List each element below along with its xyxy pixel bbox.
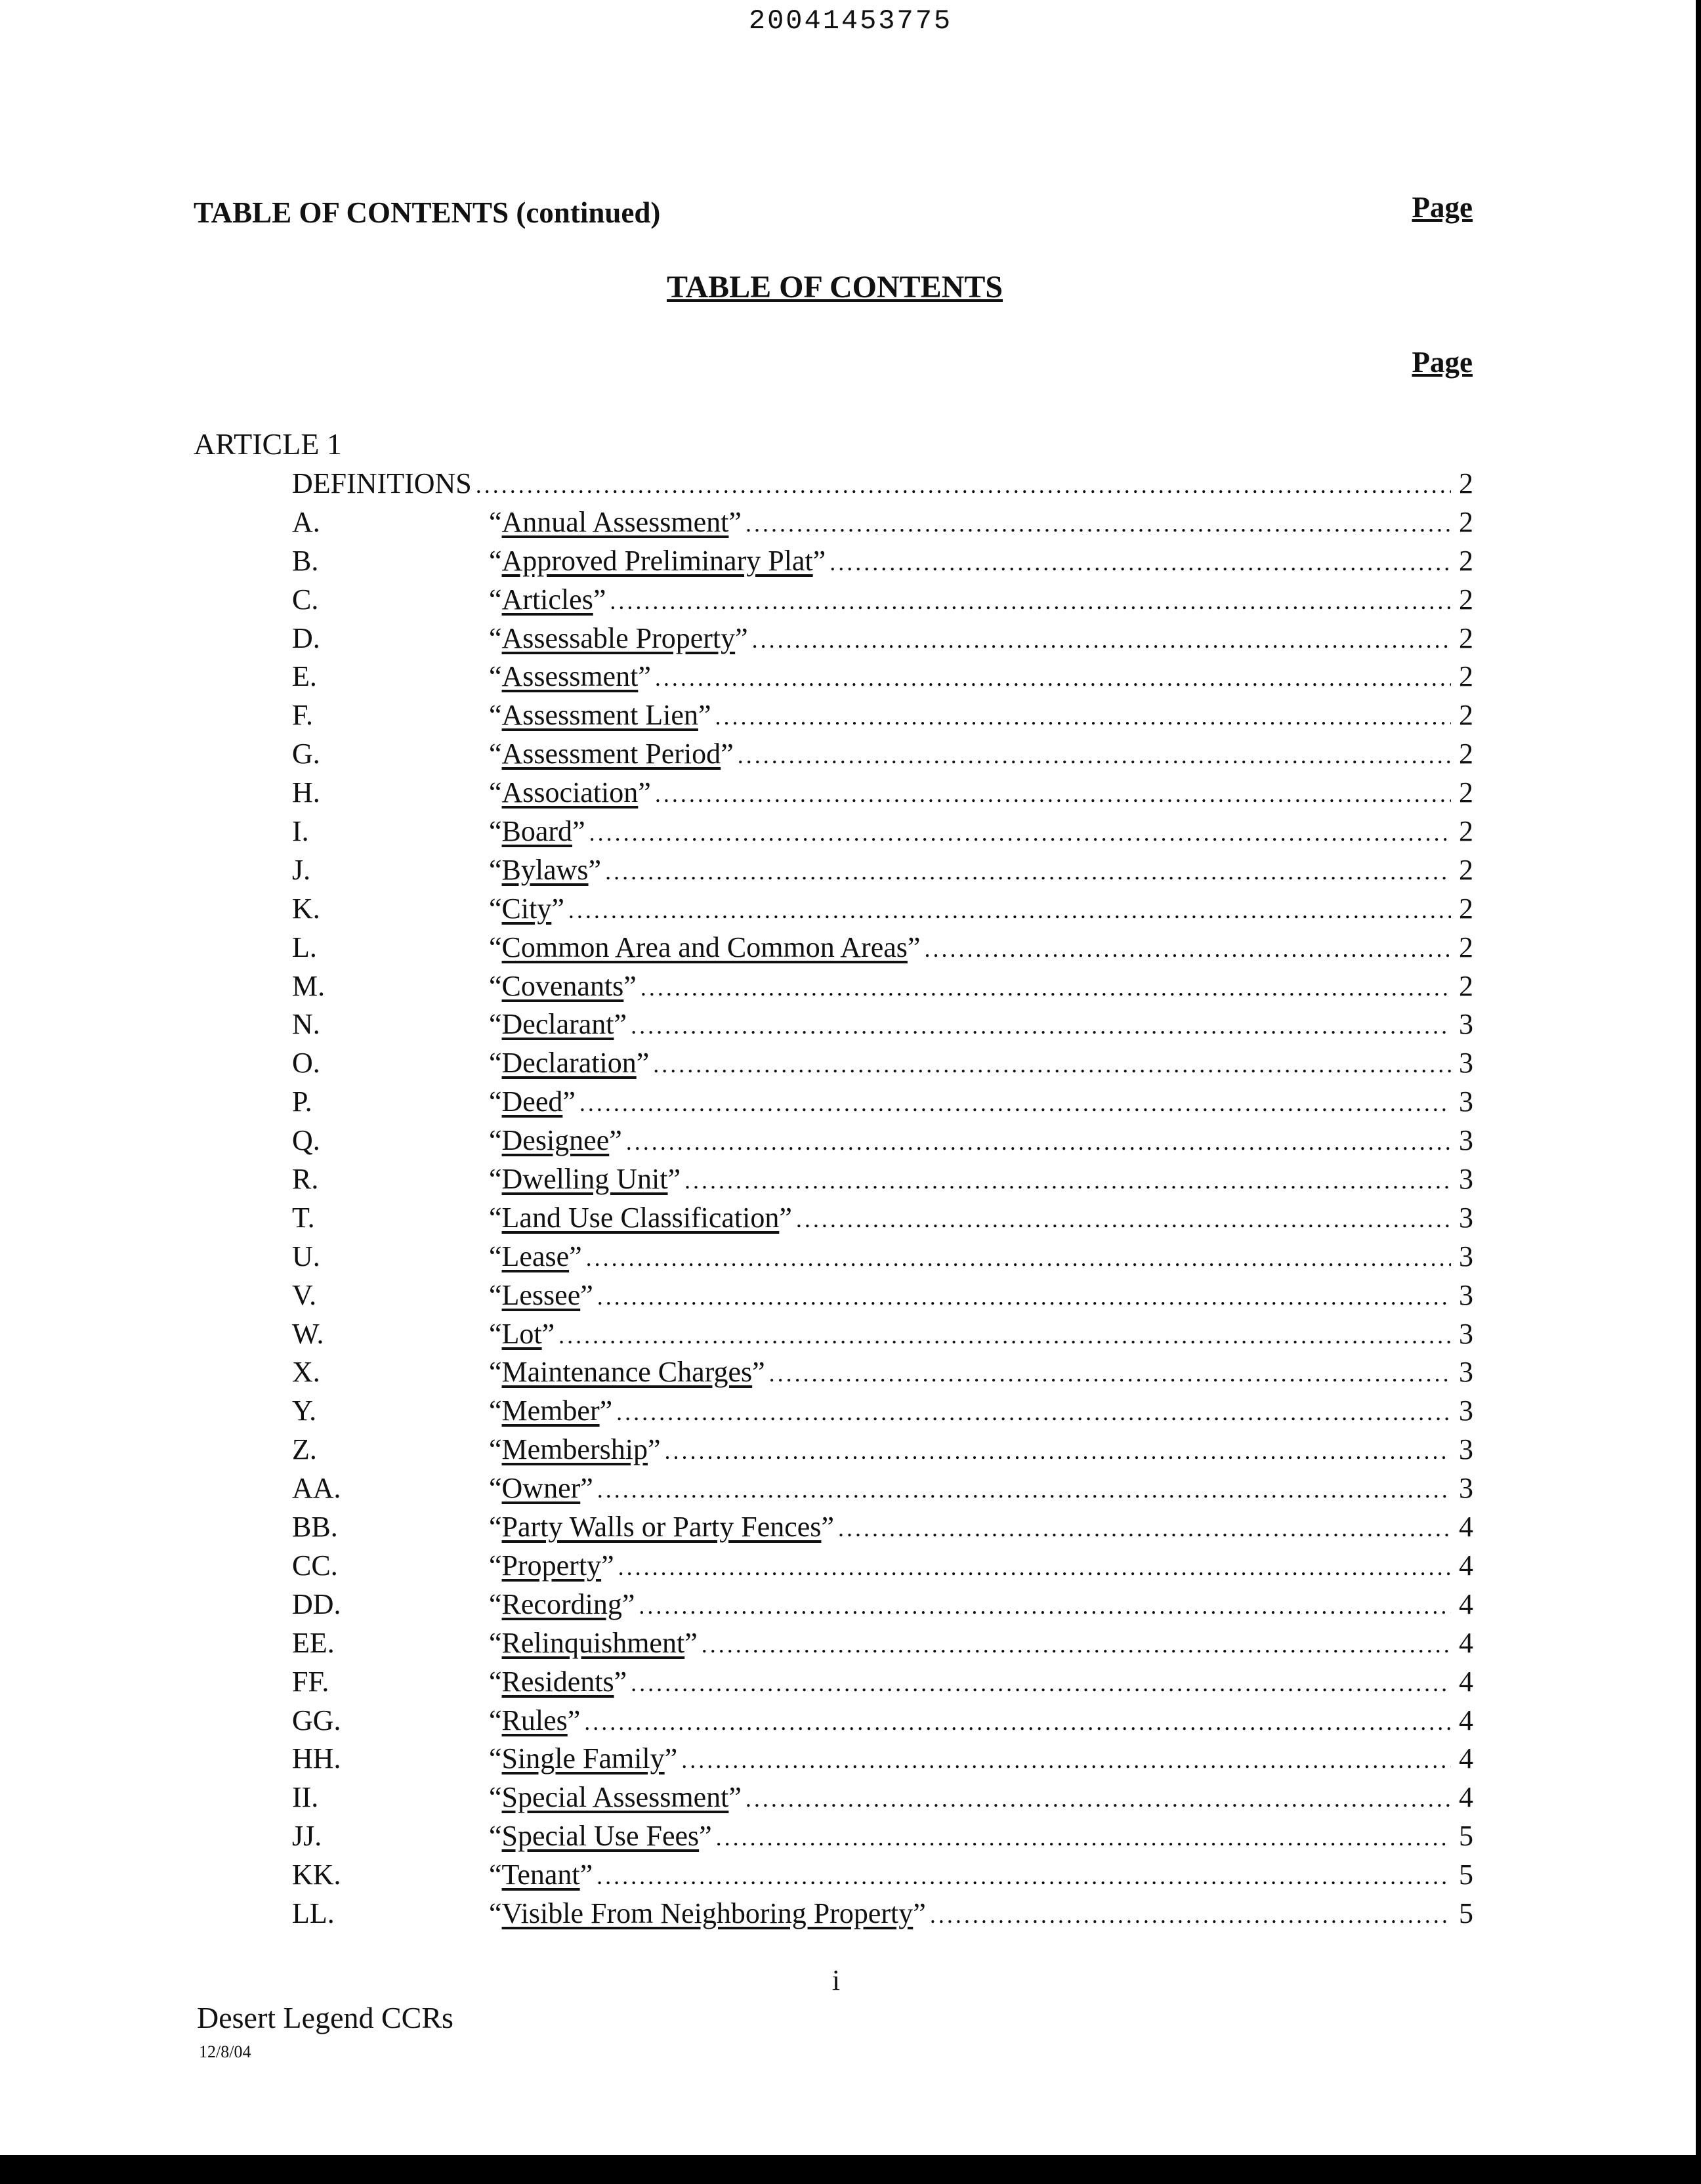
toc-entry-letter: Q. [292,1124,320,1157]
toc-entry-term: “Deed” [489,1085,576,1118]
toc-entry-term-text: Lease [501,1240,570,1272]
toc-entry-row [194,1005,1473,1044]
toc-entry-row [194,1778,1473,1817]
dot-leader [655,659,1451,698]
dot-leader [796,1200,1451,1239]
toc-entry-term: “Approved Preliminary Plat” [489,544,826,577]
toc-entry-term-text: Party Walls or Party Fences [501,1511,822,1544]
dot-leader [597,1278,1451,1316]
toc-entry-term-text: Residents [501,1665,614,1698]
dot-leader [610,582,1451,621]
toc-entry-row [194,1817,1473,1856]
dot-leader [558,1316,1451,1355]
toc-entry-term-text: Bylaws [501,853,589,886]
toc-entry-term-text: Visible From Neighboring Property [501,1897,914,1929]
dot-leader [738,736,1451,775]
dot-leader [715,698,1451,736]
toc-list [194,465,1473,1933]
toc-entry-term-text: Declarant [501,1008,614,1041]
toc-entry-term: “Dwelling Unit” [489,1163,681,1196]
scan-edge-bottom [0,2155,1701,2184]
toc-entry-term: “Assessable Property” [489,621,748,654]
footer-title: Desert Legend CCRs [197,2001,453,2034]
toc-entry-letter: II. [292,1781,319,1814]
toc-entry-term: “Special Use Fees” [489,1820,712,1853]
toc-entry-page: 3 [1459,1085,1473,1118]
toc-entry-row [194,774,1473,812]
toc-entry-term: “Member” [489,1395,613,1427]
toc-entry-row [194,1122,1473,1160]
toc-entry-term: “Declaration” [489,1047,650,1080]
dot-leader [640,969,1451,1007]
toc-entry-term-text: Dwelling Unit [501,1163,668,1196]
toc-entries [194,503,1473,1933]
toc-entry-term-text: Assessment Lien [501,699,698,732]
dot-leader [838,1509,1451,1548]
toc-entry-letter: LL. [292,1897,335,1929]
dot-leader [830,543,1451,582]
toc-entry-row [194,1508,1473,1547]
toc-entry-letter: N. [292,1008,320,1041]
toc-entry-page: 3 [1459,1201,1473,1234]
document-number: 20041453775 [748,5,953,37]
toc-entry-page: 3 [1459,1008,1473,1041]
toc-entry-term-text: Association [501,776,639,809]
toc-entry-row [194,1624,1473,1663]
toc-entry-letter: D. [292,621,320,654]
toc-entry-page: 4 [1459,1742,1473,1775]
toc-entry-letter: U. [292,1240,320,1272]
toc-entry-page: 2 [1459,931,1473,963]
toc-entry-letter: EE. [292,1626,335,1659]
definitions-page: 2 [1459,467,1473,499]
toc-entry-letter: F. [292,699,313,732]
toc-entry-row [194,929,1473,967]
toc-entry-term-text: City [501,892,552,925]
toc-entry-page: 3 [1459,1433,1473,1466]
dot-leader [639,1587,1451,1626]
toc-entry-row [194,542,1473,581]
toc-entry-page: 4 [1459,1704,1473,1736]
footer-date: 12/8/04 [199,2042,251,2061]
toc-entry-term: “Party Walls or Party Fences” [489,1511,834,1544]
toc-entry-term-text: Maintenance Charges [501,1356,753,1389]
toc-entry-row [194,1740,1473,1778]
dot-leader [597,1471,1451,1509]
toc-entry-term: “Board” [489,815,585,848]
toc-entry-term-text: Declaration [501,1047,637,1080]
toc-entry-letter: L. [292,931,317,963]
dot-leader [589,814,1451,852]
dot-leader [597,1857,1451,1896]
toc-entry-term-text: Designee [501,1124,610,1157]
toc-entry-term: “Property” [489,1549,614,1582]
toc-entry-row [194,1469,1473,1508]
toc-entry-page: 4 [1459,1511,1473,1544]
toc-entry-row [194,1856,1473,1895]
toc-entry-term-text: Articles [501,583,593,616]
toc-entry-term: “Special Assessment” [489,1781,742,1814]
toc-entry-term-text: Special Assessment [501,1781,729,1814]
toc-title: TABLE OF CONTENTS [666,270,1003,304]
toc-entry-row [194,1895,1473,1933]
toc-entry-letter: T. [292,1201,315,1234]
toc-entry-letter: G. [292,738,320,770]
toc-entry-term: “Assessment Lien” [489,699,711,732]
definitions-label: DEFINITIONS [292,467,472,499]
toc-entry-term-text: Approved Preliminary Plat [501,544,813,577]
dot-leader [476,466,1451,505]
toc-entry-term: “Relinquishment” [489,1626,698,1659]
toc-entry-term-text: Board [501,815,573,848]
toc-entry-row [194,851,1473,890]
toc-entry-row [194,1199,1473,1238]
toc-continued-heading: TABLE OF CONTENTS (continued) [194,196,661,229]
toc-entry-letter: BB. [292,1511,338,1544]
toc-entry-page: 3 [1459,1124,1473,1157]
toc-entry-term: “Assessment Period” [489,738,734,770]
toc-entry-term: “Membership” [489,1433,661,1466]
dot-leader [626,1123,1451,1162]
dot-leader [605,852,1451,891]
toc-entry-term-text: Special Use Fees [501,1820,700,1853]
dot-leader [752,621,1451,660]
toc-entry-term-text: Member [501,1395,600,1427]
toc-entry-row [194,696,1473,735]
toc-entry-letter: M. [292,969,326,1002]
dot-leader [746,1780,1451,1818]
toc-entry-letter: X. [292,1356,320,1389]
toc-entry-letter: W. [292,1317,324,1350]
page-column-label-top: Page [1412,191,1473,224]
toc-entry-row [194,503,1473,542]
toc-entry-letter: HH. [292,1742,341,1775]
toc-entry-row [194,1044,1473,1083]
toc-entry-term: “Designee” [489,1124,622,1157]
toc-entry-row [194,890,1473,929]
toc-entry-term: “Single Family” [489,1742,678,1775]
toc-entry-term: “Lease” [489,1240,582,1272]
toc-entry-row [194,735,1473,774]
dot-leader [618,1548,1451,1587]
dot-leader [681,1741,1451,1780]
toc-entry-term: “Association” [489,776,651,809]
toc-entry-page: 4 [1459,1781,1473,1814]
toc-entry-term: “Maintenance Charges” [489,1356,765,1389]
toc-entry-letter: C. [292,583,319,616]
toc-entry-page: 2 [1459,776,1473,809]
toc-entry-term: “Lot” [489,1317,555,1350]
toc-entry-page: 3 [1459,1395,1473,1427]
dot-leader [924,930,1451,969]
toc-entry-page: 3 [1459,1163,1473,1196]
toc-entry-row [194,658,1473,696]
toc-entry-page: 2 [1459,892,1473,925]
toc-entry-letter: AA. [292,1472,341,1505]
toc-entry-page: 4 [1459,1587,1473,1620]
toc-entry-page: 2 [1459,505,1473,538]
dot-leader [568,891,1451,930]
toc-entry-letter: H. [292,776,320,809]
toc-entry-page: 4 [1459,1549,1473,1582]
toc-entry-page: 5 [1459,1897,1473,1929]
toc-entry-letter: Z. [292,1433,317,1466]
toc-entry-row [194,1392,1473,1431]
dot-leader [586,1239,1451,1278]
toc-entry-page: 5 [1459,1858,1473,1891]
toc-entry-term-text: Assessable Property [501,621,736,654]
page-column-label: Page [1412,346,1473,379]
toc-entry-row [194,1238,1473,1276]
toc-entry-page: 2 [1459,853,1473,886]
toc-entry-letter: A. [292,505,320,538]
toc-entry-term: “City” [489,892,564,925]
toc-entry-letter: CC. [292,1549,338,1582]
toc-entry-letter: P. [292,1085,312,1118]
toc-entry-term-text: Owner [501,1472,581,1505]
toc-entry-letter: J. [292,853,311,886]
toc-entry-page: 2 [1459,660,1473,693]
scan-edge-right [1696,0,1701,2184]
toc-entry-term: “Land Use Classification” [489,1201,792,1234]
toc-entry-term-text: Deed [501,1085,563,1118]
toc-entry-row [194,1547,1473,1586]
toc-definitions-row [194,465,1473,503]
toc-entry-row [194,1315,1473,1354]
toc-entry-page: 4 [1459,1626,1473,1659]
toc-entry-term-text: Assessment Period [501,738,721,770]
toc-entry-term-text: Land Use Classification [501,1201,780,1234]
toc-entry-letter: JJ. [292,1820,322,1853]
page-number: i [831,1964,841,1996]
toc-entry-row [194,581,1473,620]
toc-entry-term: “Owner” [489,1472,593,1505]
toc-entry-letter: Y. [292,1395,317,1427]
toc-entry-letter: R. [292,1163,319,1196]
toc-entry-row [194,1431,1473,1469]
toc-entry-letter: KK. [292,1858,341,1891]
dot-leader [616,1393,1451,1432]
toc-entry-row [194,967,1473,1006]
toc-entry-term: “Articles” [489,583,606,616]
toc-entry-page: 3 [1459,1472,1473,1505]
dot-leader [584,1703,1451,1742]
toc-entry-row [194,1276,1473,1315]
dot-leader [702,1626,1451,1664]
toc-entry-term-text: Membership [501,1433,648,1466]
toc-entry-row [194,1160,1473,1199]
toc-entry-term-text: Lot [501,1317,542,1350]
toc-entry-page: 3 [1459,1278,1473,1311]
toc-entry-page: 3 [1459,1317,1473,1350]
dot-leader [684,1162,1451,1200]
toc-entry-term-text: Assessment [501,660,639,693]
toc-entry-term-text: Rules [501,1704,568,1736]
dot-leader [631,1664,1451,1703]
toc-entry-letter: V. [292,1278,317,1311]
dot-leader [769,1354,1451,1393]
dot-leader [655,775,1451,814]
toc-entry-row [194,620,1473,658]
toc-entry-term: “Lessee” [489,1278,593,1311]
toc-entry-letter: I. [292,815,309,848]
toc-entry-term: “Covenants” [489,969,637,1002]
toc-entry-page: 2 [1459,621,1473,654]
toc-entry-page: 2 [1459,738,1473,770]
toc-entry-letter: E. [292,660,317,693]
toc-entry-letter: B. [292,544,319,577]
toc-entry-page: 3 [1459,1356,1473,1389]
toc-entry-page: 2 [1459,544,1473,577]
toc-entry-letter: DD. [292,1587,341,1620]
toc-entry-term-text: Common Area and Common Areas [501,931,908,963]
dot-leader [716,1818,1451,1857]
toc-entry-term: “Residents” [489,1665,627,1698]
dot-leader [746,505,1451,543]
toc-entry-term-text: Relinquishment [501,1626,685,1659]
toc-entry-term-text: Annual Assessment [501,505,729,538]
dot-leader [653,1045,1451,1084]
toc-entry-page: 2 [1459,699,1473,732]
toc-entry-term-text: Covenants [501,969,624,1002]
toc-entry-row [194,1083,1473,1122]
toc-entry-term-text: Tenant [501,1858,580,1891]
toc-entry-term: “Recording” [489,1587,635,1620]
toc-entry-term-text: Recording [501,1587,622,1620]
dot-leader [631,1007,1451,1045]
toc-entry-page: 3 [1459,1240,1473,1272]
toc-entry-letter: GG. [292,1704,341,1736]
toc-entry-page: 5 [1459,1820,1473,1853]
toc-entry-term-text: Single Family [501,1742,665,1775]
toc-entry-term: “Assessment” [489,660,651,693]
toc-entry-term: “Bylaws” [489,853,602,886]
toc-entry-letter: O. [292,1047,320,1080]
toc-entry-page: 4 [1459,1665,1473,1698]
dot-leader [930,1896,1451,1935]
toc-entry-term: “Rules” [489,1704,581,1736]
toc-entry-term-text: Property [501,1549,602,1582]
toc-entry-row [194,1702,1473,1740]
toc-entry-page: 3 [1459,1047,1473,1080]
toc-entry-term-text: Lessee [501,1278,581,1311]
toc-entry-row [194,1663,1473,1702]
toc-entry-page: 2 [1459,583,1473,616]
toc-entry-letter: K. [292,892,320,925]
toc-entry-row [194,1586,1473,1624]
toc-entry-letter: FF. [292,1665,329,1698]
dot-leader [664,1432,1451,1471]
toc-entry-row [194,1353,1473,1392]
dot-leader [579,1084,1451,1123]
toc-entry-row [194,812,1473,851]
toc-entry-page: 2 [1459,969,1473,1002]
toc-entry-term: “Tenant” [489,1858,593,1891]
toc-entry-term: “Common Area and Common Areas” [489,931,921,963]
article-heading: ARTICLE 1 [194,427,342,461]
toc-entry-term: “Annual Assessment” [489,505,742,538]
toc-entry-term: “Declarant” [489,1008,627,1041]
toc-entry-term: “Visible From Neighboring Property” [489,1897,926,1929]
toc-entry-page: 2 [1459,815,1473,848]
